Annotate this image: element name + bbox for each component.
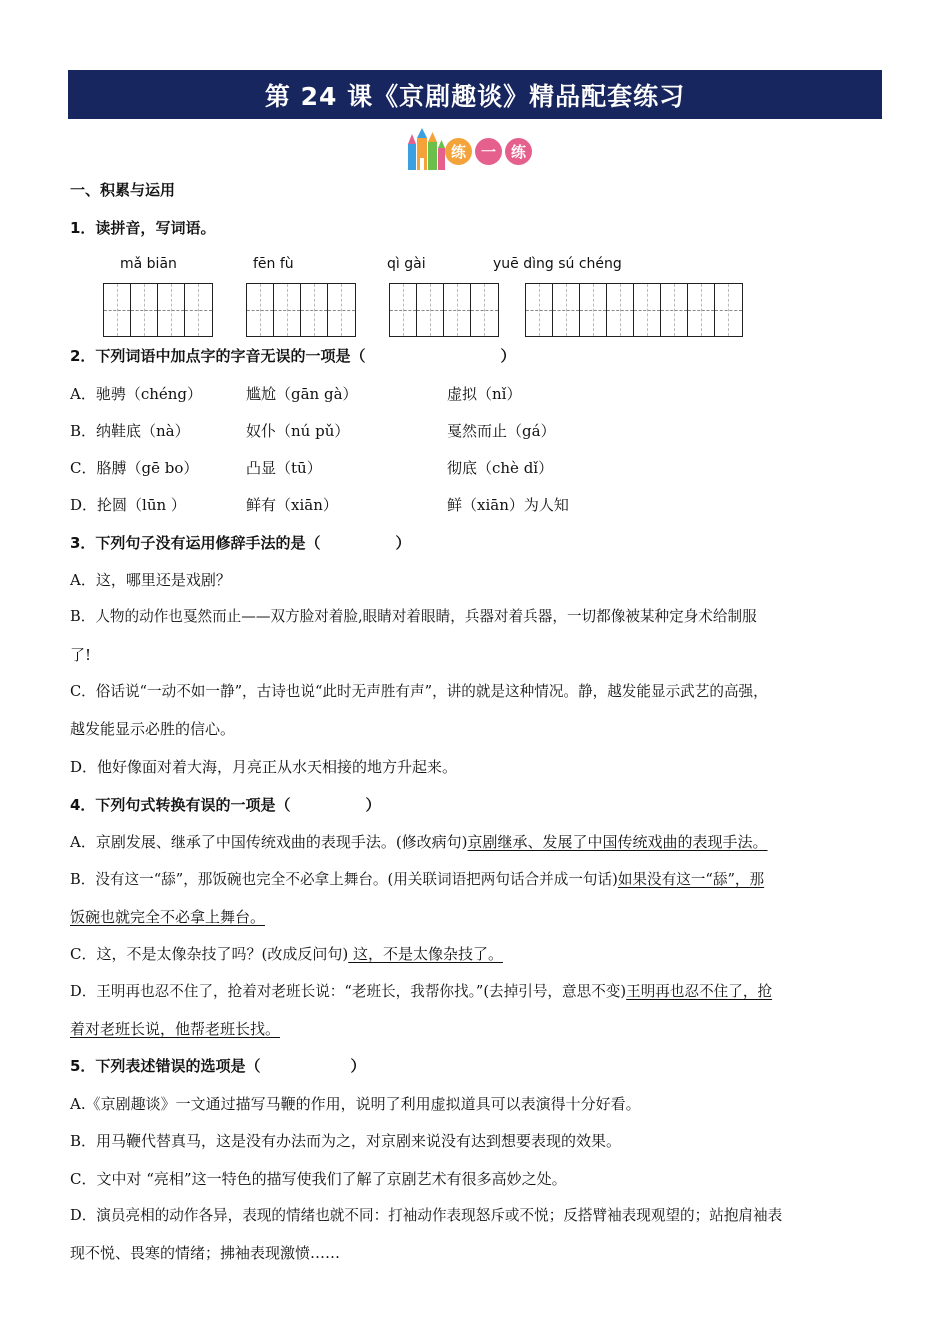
question-2-stem: 2．下列词语中加点字的字音无误的一项是（ ） (70, 347, 516, 365)
pinyin-3: qì gài (387, 256, 426, 272)
q3-option-c-cont: 越发能显示必胜的信心。 (70, 720, 236, 738)
q4-option-b (70, 870, 764, 890)
pinyin-1: mǎ biān (120, 256, 177, 272)
q4-c-text: C．这，不是太像杂技了吗？(改成反问句) (70, 945, 349, 963)
q4-option-d-cont (70, 1019, 280, 1039)
section-heading: 一、积累与运用 (70, 181, 176, 199)
q4-option-c (70, 944, 503, 964)
q2-a-3: 虚拟（nǐ） (447, 385, 522, 403)
q2-c-3: 彻底（chè dǐ） (447, 459, 554, 477)
q4-a-text: A．京剧发展、继承了中国传统戏曲的表现手法。(修改病句) (70, 833, 468, 851)
page-title: 第 24 课《京剧趣谈》精品配套练习 (68, 70, 882, 119)
q3-option-b: B．人物的动作也戛然而止——双方脸对着脸,眼睛对着眼睛，兵器对着兵器，一切都像被某种定身术给制服 (70, 608, 757, 625)
q2-d-2: 鲜有（xiān） (246, 496, 338, 514)
writing-grid-4[interactable] (525, 283, 743, 337)
badge-char-3: 练 (505, 138, 532, 165)
question-4-stem: 4．下列句式转换有误的一项是（ ） (70, 796, 381, 814)
q2-a-1: A．驰骋（chéng） (70, 385, 203, 403)
q2-b-3: 戛然而止（gá） (447, 422, 556, 440)
q2-d-3: 鲜（xiān）为人知 (447, 496, 569, 514)
q5-option-b: B．用马鞭代替真马，这是没有办法而为之，对京剧来说没有达到想要表现的效果。 (70, 1132, 622, 1150)
q2-d-1: D．抡圆（lūn ） (70, 496, 186, 514)
pinyin-2: fēn fù (253, 256, 294, 272)
q5-option-c: C．文中对 “亮相”这一特色的描写使我们了解了京剧艺术有很多高妙之处。 (70, 1170, 567, 1188)
q4-a-answer: 京剧继承、发展了中国传统戏曲的表现手法。 (467, 833, 768, 851)
q2-c-2: 凸显（tū） (246, 459, 322, 477)
q2-b-1: B．纳鞋底（nà） (70, 422, 190, 440)
q4-b-answer: 如果没有这一“舔”，那 (617, 871, 765, 888)
q4-option-b-cont (70, 907, 265, 927)
q4-option-a (70, 832, 768, 852)
castle-icon (405, 128, 447, 172)
q2-c-1: C．胳膊（gē bo） (70, 459, 199, 477)
q3-option-a: A．这，哪里还是戏剧？ (70, 571, 231, 589)
q2-b-2: 奴仆（nú pǔ） (246, 422, 350, 440)
badge-char-1: 练 (445, 138, 472, 165)
q3-option-d: D．他好像面对着大海，月亮正从水天相接的地方升起来。 (70, 758, 458, 776)
q5-option-a: A.《京剧趣谈》一文通过描写马鞭的作用，说明了利用虚拟道具可以表演得十分好看。 (70, 1095, 641, 1113)
writing-grid-2[interactable] (246, 283, 356, 337)
question-1-stem: 1．读拼音，写词语。 (70, 219, 216, 237)
q3-option-b-cont: 了! (70, 646, 92, 664)
badge-char-2: 一 (475, 138, 502, 165)
q3-option-c: C．俗话说“一动不如一静”，古诗也说“此时无声胜有声”，讲的就是这种情况。静，越发能显示武艺的高强， (70, 683, 768, 700)
q4-d-text: D．王明再也忍不住了，抢着对老班长说：“老班长，我帮你找。”(去掉引号，意思不变) (70, 983, 627, 1000)
q5-option-d-cont: 现不悦、畏寒的情绪；拂袖表现激愤…… (70, 1244, 341, 1262)
writing-grid-3[interactable] (389, 283, 499, 337)
question-5-stem: 5．下列表述错误的选项是（ ） (70, 1057, 366, 1075)
writing-grid-1[interactable] (103, 283, 213, 337)
q4-d-answer-cont: 着对老班长说，他帮老班长找。 (70, 1020, 281, 1038)
q4-b-text: B．没有这一“舔”，那饭碗也完全不必拿上舞台。(用关联词语把两句话合并成一句话) (70, 871, 618, 888)
q4-c-answer: 这，不是太像杂技了。 (348, 945, 503, 963)
q4-d-answer: 王明再也忍不住了，抢 (626, 983, 773, 1000)
practice-badge (405, 128, 535, 172)
pinyin-4: yuē dìng sú chéng (493, 256, 622, 272)
q5-option-d: D．演员亮相的动作各异，表现的情绪也就不同：打袖动作表现怒斥或不悦；反搭臂袖表现观望的；站抱肩袖表 (70, 1207, 783, 1224)
q4-option-d (70, 982, 772, 1002)
q4-b-answer-cont: 饭碗也就完全不必拿上舞台。 (70, 908, 266, 926)
q2-a-2: 尴尬（gān gà） (246, 385, 358, 403)
question-3-stem: 3．下列句子没有运用修辞手法的是（ ） (70, 534, 411, 552)
